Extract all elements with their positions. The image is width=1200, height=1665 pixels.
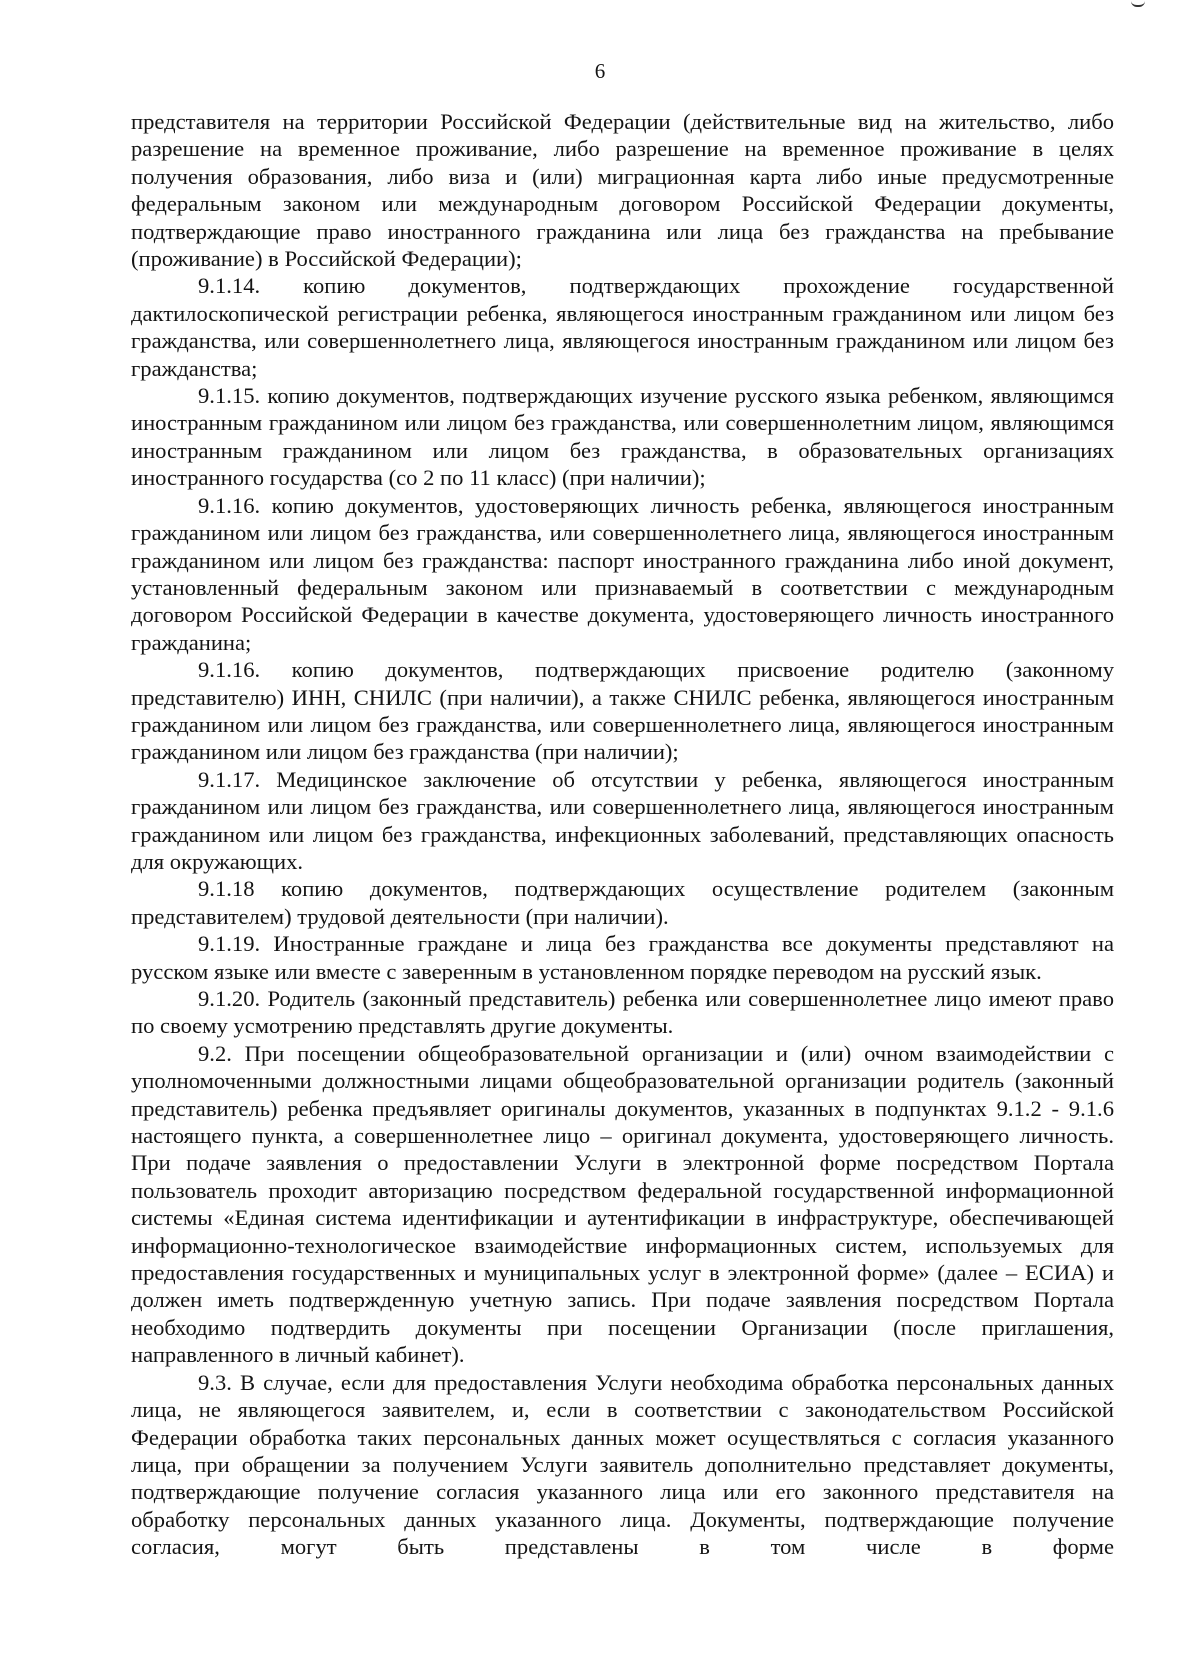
paragraph-9-1-15: 9.1.15. копию документов, подтверждающих изучение русского языка ребенком, являющимся иностранным гражданином или лицом без гражданства, или совершеннолетним лицом, являющимся иностранным гражданином или лицом без гражданства, в образовательных организациях иностранного государства (со 2 по 11 класс) (при наличии); xyxy=(131,383,1114,491)
paragraph-9-2: 9.2. При посещении общеобразовательной организации и (или) очном взаимодействии с уполномоченными должностными лицами общеобразовательной организации родитель (законный представитель) ребенка предъявляет оригиналы документов, указанных в подпунктах 9.1.2 - 9.1.6 настоящего пункта, а совершеннолетнее лицо – оригинал документа, удостоверяющего личность. При подаче заявления о предоставлении Услуги в электронной форме посредством Портала пользователь проходит авторизацию посредством федеральной государственной информационной системы «Единая система идентификации и аутентификации в инфраструктуре, обеспечивающей информационно-технологическое взаимодействие информационных систем, используемых для предоставления государственных и муниципальных услуг в электронной форме» (далее – ЕСИА) и должен иметь подтвержденную учетную запись. При подаче заявления посредством Портала необходимо подтвердить документы при посещении Организации (после приглашения, направленного в личный кабинет). xyxy=(131,1040,1114,1368)
paragraph-9-1-18: 9.1.18 копию документов, подтверждающих осуществление родителем (законным представителем) трудовой деятельности (при наличии). xyxy=(131,876,1114,929)
paragraph-9-1-20: 9.1.20. Родитель (законный представитель) ребенка или совершеннолетнее лицо имеют право по своему усмотрению представлять другие документы. xyxy=(131,986,1114,1039)
paragraph-9-1-16-inn-snils: 9.1.16. копию документов, подтверждающих присвоение родителю (законному представителю) ИНН, СНИЛС (при наличии), а также СНИЛС ребенка, являющегося иностранным гражданином или лицом без гражданства, или совершеннолетнего лица, являющегося иностранным гражданином или лицом без гражданства (при наличии); xyxy=(131,657,1114,765)
page-number: 6 xyxy=(594,59,606,83)
scan-artifact-mark xyxy=(1131,0,1145,7)
document-body xyxy=(131,108,1114,1561)
paragraph-9-1-16-identity: 9.1.16. копию документов, удостоверяющих личность ребенка, являющегося иностранным гражданином или лицом без гражданства, или совершеннолетнего лица, являющегося иностранным гражданином или лицом без гражданства: паспорт иностранного гражданина либо иной документ, установленный федеральным законом или признаваемый в соответствии с международным договором Российской Федерации в качестве документа, удостоверяющего личность иностранного гражданина; xyxy=(131,492,1114,655)
paragraph-9-1-17: 9.1.17. Медицинское заключение об отсутствии у ребенка, являющегося иностранным гражданином или лицом без гражданства, или совершеннолетнего лица, являющегося иностранным гражданином или лицом без гражданства, инфекционных заболеваний, представляющих опасность для окружающих. xyxy=(131,766,1114,874)
paragraph-9-1-19: 9.1.19. Иностранные граждане и лица без гражданства все документы представляют на русском языке или вместе с заверенным в установленном порядке переводом на русский язык. xyxy=(131,931,1114,984)
paragraph-9-1-14: 9.1.14. копию документов, подтверждающих прохождение государственной дактилоскопической регистрации ребенка, являющегося иностранным гражданином или лицом без гражданства, или совершеннолетнего лица, являющегося иностранным гражданином или лицом без гражданства; xyxy=(131,273,1114,381)
paragraph-continuation: представителя на территории Российской Федерации (действительные вид на жительство, либо разрешение на временное проживание, либо разрешение на временное проживание в целях получения образования, либо виза и (или) миграционная карта либо иные предусмотренные федеральным законом или международным договором Российской Федерации документы, подтверждающие право иностранного гражданина или лица без гражданства на пребывание (проживание) в Российской Федерации); xyxy=(131,109,1114,272)
paragraph-9-3: 9.3. В случае, если для предоставления Услуги необходима обработка персональных данных лица, не являющегося заявителем, и, если в соответствии с законодательством Российской Федерации обработка таких персональных данных может осуществляться с согласия указанного лица, при обращении за получением Услуги заявитель дополнительно представляет документы, подтверждающие получение согласия указанного лица или его законного представителя на обработку персональных данных указанного лица. Документы, подтверждающие получение согласия, могут быть представлены в том числе в форме xyxy=(131,1369,1114,1560)
